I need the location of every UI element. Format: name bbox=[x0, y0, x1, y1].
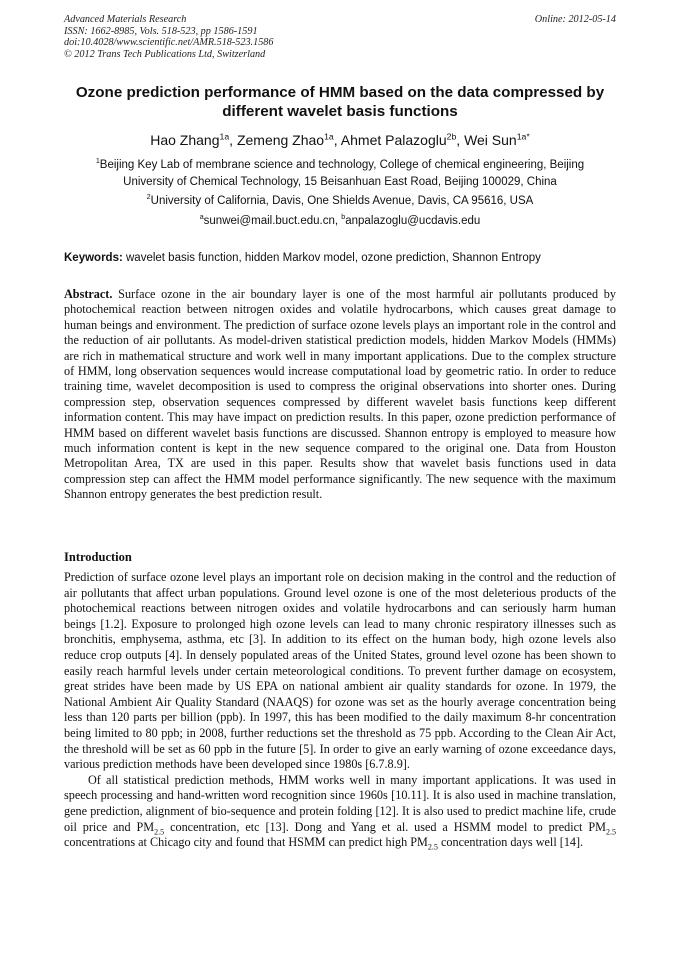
author-affiliation-mark: 2b bbox=[446, 131, 457, 142]
abstract-text: Surface ozone in the air boundary layer is one of the most harmful air pollutants produced by photochemical reaction between nitrogen oxides and volatile hydrocarbons, which causes great damage to human beings and environment. The prediction of surface ozone levels plays an important role in the control and the reduction of air pollutants. As model-driven statistical prediction models, hidden Markov Models (HMMs) are rich in mathematical structure and work well in many important applications. Due to the complex structure of HMM, long observation sequences would increase computational load by geometric ratio. In order to reduce training time, wavelet decomposition is used to compress the original observations into shorter ones. During compression step, observation sequences compressed by different wavelet basis functions keep different information content. This may have impact on prediction results. In this paper, ozone prediction performance of HMM based on different wavelet basis functions are discussed. Shannon entropy is employed to measure how much information content is kept in the new sequence compared to the original one. Data from Houston Metropolitan Area, TX are used in this paper. Results show that wavelet basis functions used in data compression step can affect the HMM model performance significantly. The new sequence with the maximum Shannon entropy generates the best prediction result. bbox=[64, 287, 616, 502]
introduction-body bbox=[64, 570, 616, 851]
pm-subscript: 2.5 bbox=[605, 826, 616, 836]
paragraph-text: concentration, etc [13]. Dong and Yang et al. used a HSMM model to predict PM bbox=[164, 819, 606, 834]
affiliation-2-text: University of California, Davis, One Shields Avenue, Davis, CA 95616, USA bbox=[150, 195, 534, 207]
email-a: sunwei@mail.buct.edu.cn, bbox=[203, 215, 342, 227]
author-name: Hao Zhang bbox=[150, 132, 220, 148]
email-b: anpalazoglu@ucdavis.edu bbox=[345, 215, 481, 227]
affiliation-1-line1-wrap bbox=[64, 157, 616, 174]
journal-info bbox=[64, 14, 616, 60]
paper-title-line2: different wavelet basis functions bbox=[222, 103, 458, 120]
journal-header bbox=[64, 14, 616, 60]
affiliation-2 bbox=[64, 193, 616, 210]
paragraph-text: Of all statistical prediction methods, HMM works well in many important applications. It was used in speech processing and hand-written word recognition since 1960s [10.11]. It is also used in machine translation, gene prediction, alignment of bio-sequence and protein folding [12]. It is also used to predict machine life, crude oil price and PM bbox=[64, 772, 616, 834]
affiliation-mark: 2 bbox=[146, 193, 151, 202]
introduction-paragraph-1: Prediction of surface ozone level plays an important role on decision making in the control and the reduction of air pollutants that affect urban populations. Ground level ozone is one of the most deleterious products of the photochemical reactions between nitrogen oxides and volatile hydrocarbons and can seriously harm human beings [1.2]. Exposure to prolonged high ozone levels can lead to many chronic respiratory illnesses such as bronchitis, emphysema, asthma, etc [3]. In addition to its effect on the human body, high ozone levels also reduce crop outputs [4]. In densely populated areas of the United States, ground level ozone has been shown to easily reach harmful levels under certain meteorological conditions. To prevent further damage on ecosystem, great strides have been made by US EPA on national ambient air quality standards for ozone. In 1979, the National Ambient Air Quality Standard (NAAQS) for ozone was set as the hourly average concentration being less than 120 parts per billion (ppb). In 1997, this has been modified to the daily maximum 8-hr concentration being limited to 80 ppb; in 2008, further reductions set the threshold as 75 ppb. According to the Clean Air Act, the threshold will be set as 60 ppb in the future [5]. In order to give an early warning of ozone exceedance days, various prediction methods have been developed since 1980s [6.7.8.9]. bbox=[64, 570, 616, 772]
author-affiliation-mark: 1a bbox=[324, 131, 334, 142]
author-affiliation-mark: 1a bbox=[219, 131, 230, 142]
email-mark: b bbox=[341, 213, 346, 222]
author-separator: , bbox=[333, 132, 341, 148]
author-separator: , bbox=[456, 132, 465, 148]
email-mark: a bbox=[199, 213, 204, 222]
journal-doi: doi:10.4028/www.scientific.net/AMR.518-523.1586 bbox=[64, 37, 274, 49]
affiliation-mark: 1 bbox=[95, 157, 100, 166]
section-heading-introduction: Introduction bbox=[64, 550, 132, 564]
keywords bbox=[64, 251, 616, 266]
author-name: Ahmet Palazoglu bbox=[340, 132, 447, 148]
journal-copyright: © 2012 Trans Tech Publications Ltd, Switzerland bbox=[64, 48, 266, 60]
paragraph-text: concentrations at Chicago city and found that HSMM can predict high PM bbox=[64, 835, 428, 850]
affiliation-1-line2: University of Chemical Technology, 15 Beisanhuan East Road, Beijing 100029, China bbox=[123, 176, 557, 188]
pm-subscript: 2.5 bbox=[427, 842, 438, 852]
author-name: Zemeng Zhao bbox=[236, 132, 325, 148]
affiliation-1-line1: Beijing Key Lab of membrane science and technology, College of chemical engineering, Beijing bbox=[99, 159, 585, 171]
author-emails bbox=[64, 213, 616, 230]
paragraph-text: concentration days well [14]. bbox=[437, 835, 584, 850]
author-list bbox=[60, 131, 620, 149]
introduction-paragraph-2 bbox=[64, 773, 616, 851]
abstract bbox=[64, 287, 616, 503]
online-date: Online: 2012-05-14 bbox=[534, 14, 616, 25]
paper-title bbox=[60, 83, 620, 121]
journal-issn: ISSN: 1662-8985, Vols. 518-523, pp 1586-1591 bbox=[64, 25, 258, 37]
keywords-text: wavelet basis function, hidden Markov model, ozone prediction, Shannon Entropy bbox=[122, 252, 541, 264]
author-separator: , bbox=[229, 132, 237, 148]
keywords-label: Keywords: bbox=[64, 252, 123, 264]
journal-name: Advanced Materials Research bbox=[64, 14, 187, 25]
author-affiliation-mark: 1a* bbox=[516, 131, 530, 142]
author-name: Wei Sun bbox=[464, 132, 517, 148]
affiliation-1 bbox=[64, 157, 616, 191]
paper-title-line1: Ozone prediction performance of HMM based on the data compressed by bbox=[75, 84, 605, 101]
pm-subscript: 2.5 bbox=[154, 826, 165, 836]
abstract-label: Abstract. bbox=[64, 287, 113, 301]
